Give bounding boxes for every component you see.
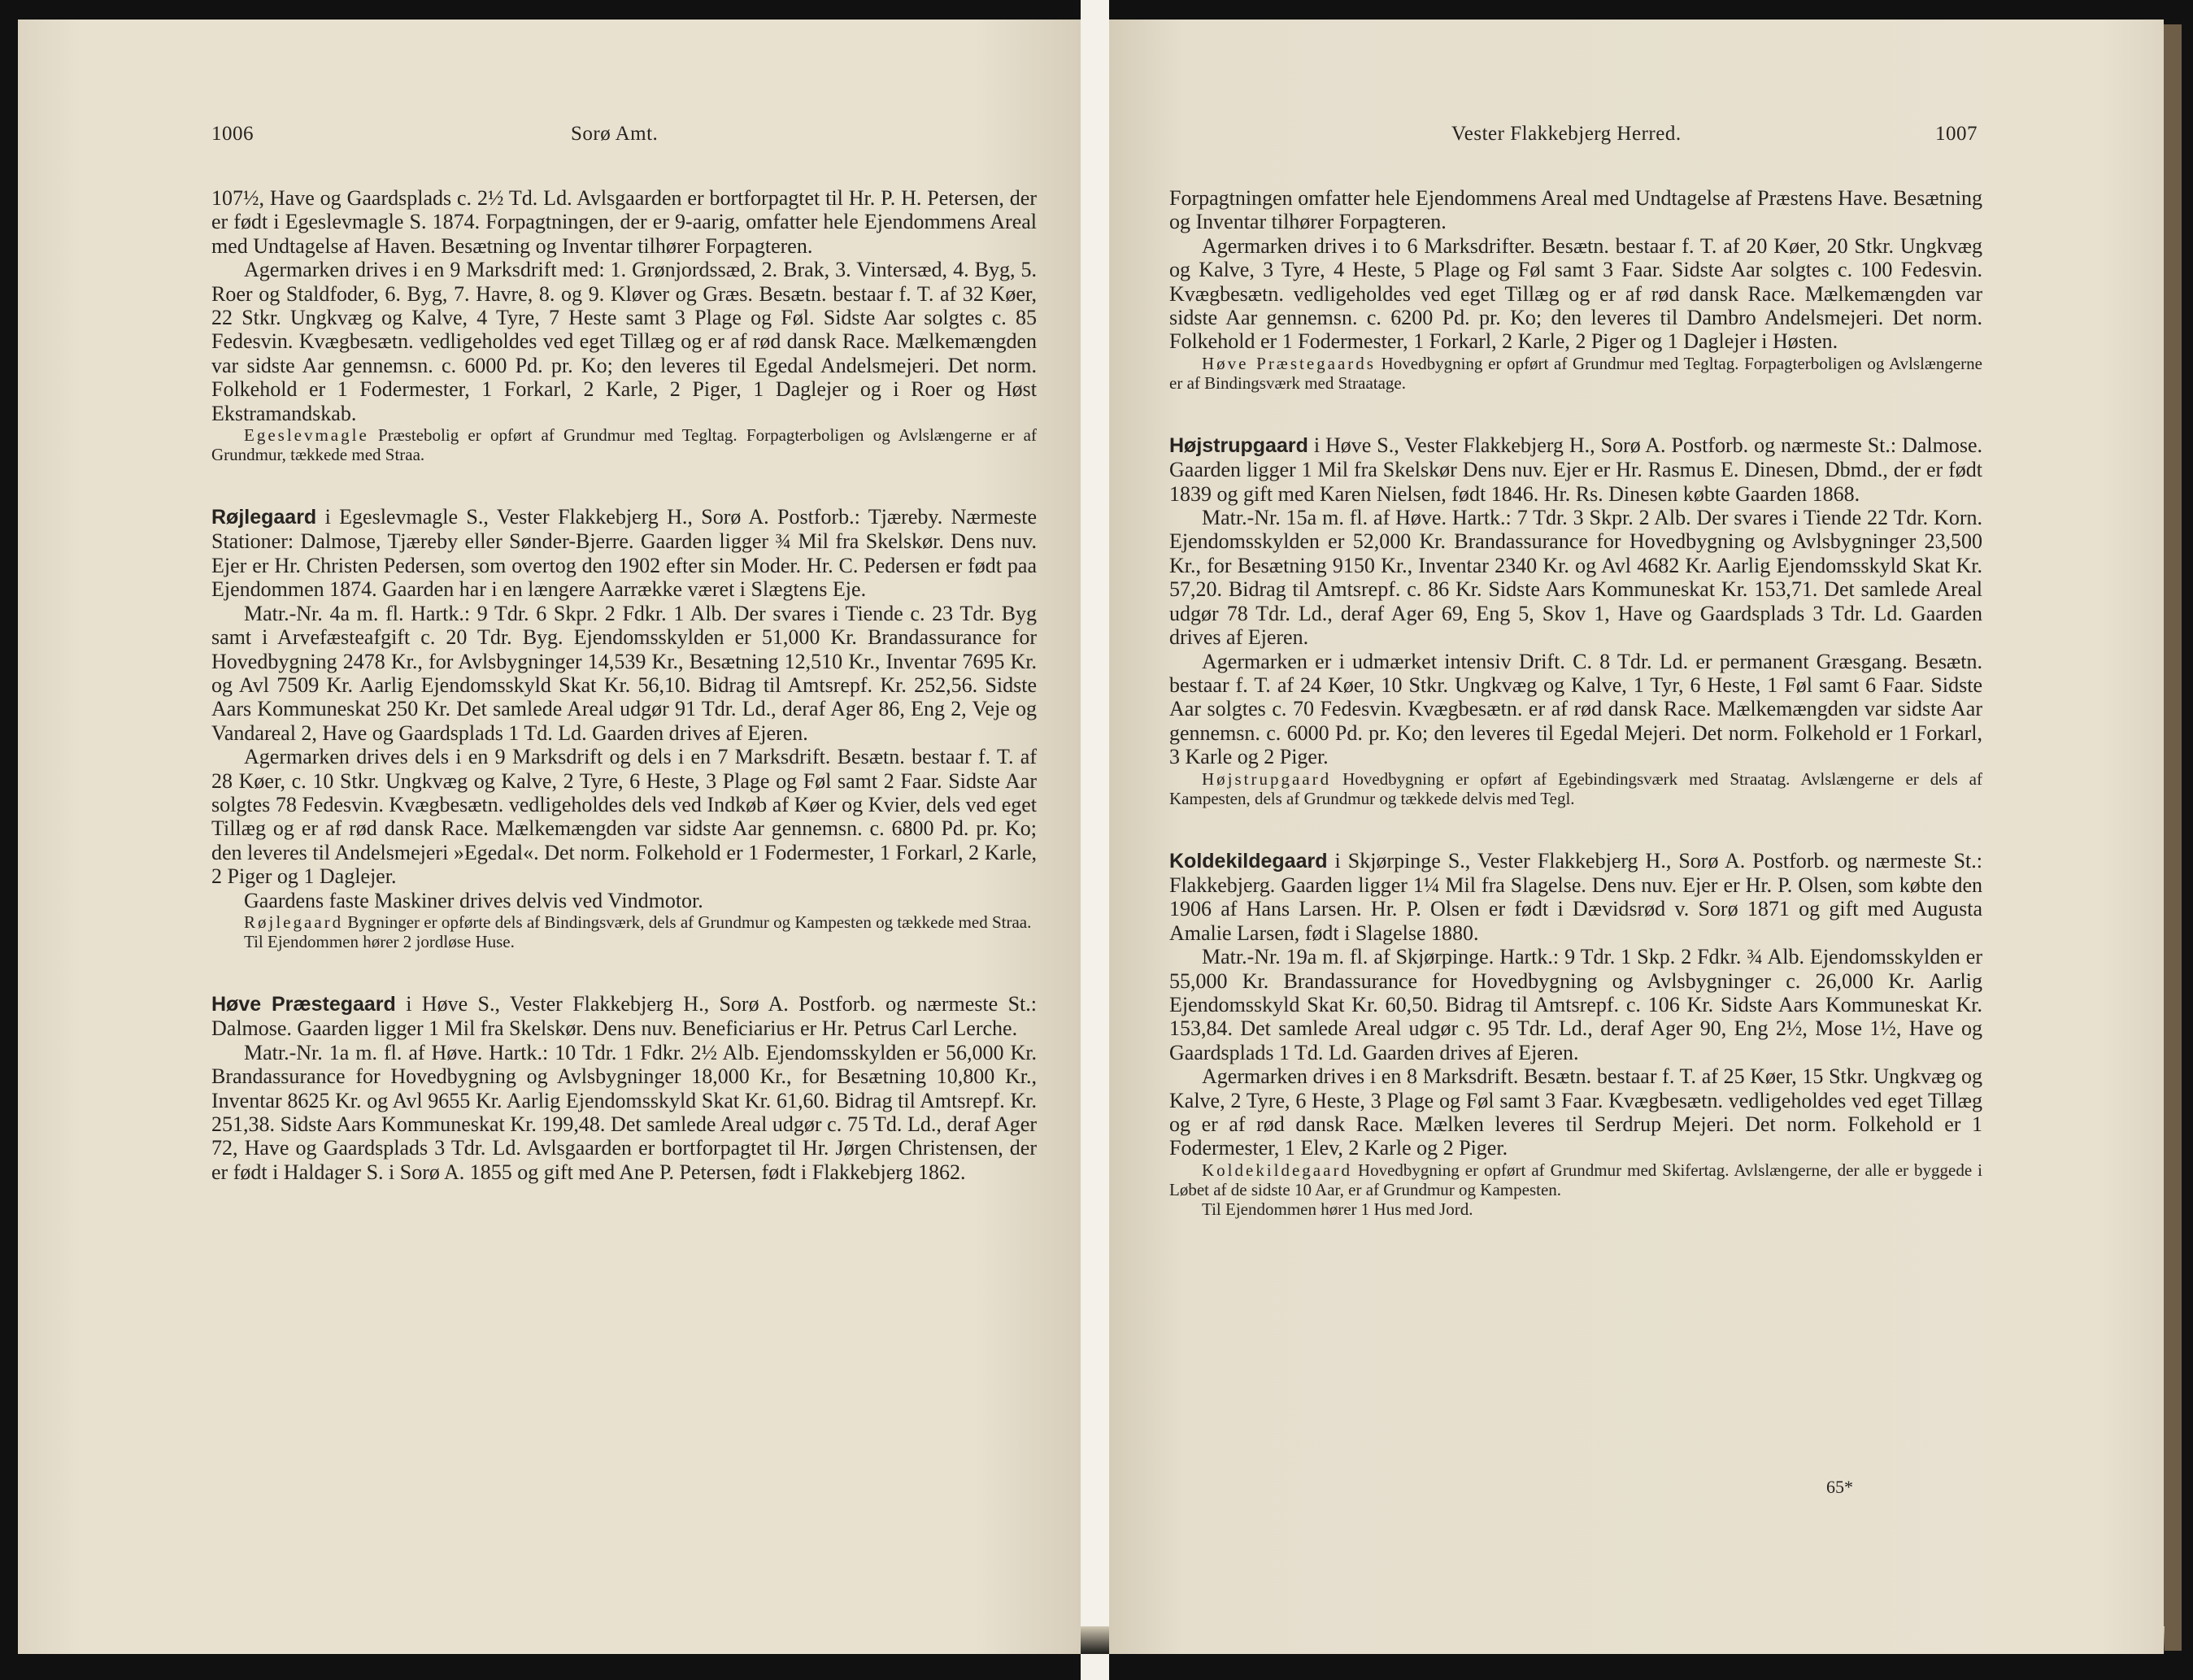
- book-edge: [2164, 24, 2182, 1651]
- paragraph-text: i Høve S., Vester Flakkebjerg H., Sorø A. Postforb. og nærmeste St.: Dalmose. Gaarden ligger 1 Mil fra Skelskør Dens nuv. Ejer er Hr. Rasmus E. Dinesen, Dbmd., der er født 1839 og gift med Karen Nielsen, født 1846. Hr. Rs. Dinesen købte Gaarden 1868.: [1169, 433, 1982, 506]
- building-note: [1169, 1160, 1982, 1199]
- paragraph: [211, 602, 1037, 745]
- paragraph-text: i Skjørpinge S., Vester Flakkebjerg H., Sorø A. Postforb. og nærmeste St.: Flakkebjerg. Gaarden ligger 1¼ Mil fra Slagelse. Dens nuv. Ejer er Hr. P. Olsen, som købte den 1906 af Hans Larsen. Hr. P. Olsen er født i Dævidsrød v. Sorø 1871 og gift med Augusta Amalie Larsen, født i Slagelse 1880.: [1169, 848, 1982, 945]
- entry-spacer: [1169, 393, 1982, 433]
- paragraph: [1169, 506, 1982, 649]
- paragraph-text: Hovedbygning er opført af Grundmur med Skifertag. Avlslængerne, der alle er byggede i Løbet af de sidste 10 Aar, er af Grundmur og Kampesten.: [1169, 1160, 1982, 1199]
- estate-name: Højstrupgaard: [1169, 433, 1308, 457]
- paragraph-text: Agermarken drives i en 8 Marksdrift. Besætn. bestaar f. T. af 25 Køer, 15 Stkr. Ungkvæg og Kalve, 2 Tyre, 6 Heste, 3 Plage og Føl samt 3 Faar. Kvægbesætn. vedligeholdes ved eget Tillæg og er af rød dansk Race. Mælken leveres til Serdrup Mejeri. Det norm. Folkehold er 1 Fodermester, 1 Elev, 2 Karle og 2 Piger.: [1169, 1064, 1982, 1160]
- signature-mark: 65*: [1826, 1477, 1853, 1497]
- entry-paragraph: [1169, 433, 1982, 506]
- paragraph: [1169, 1064, 1982, 1160]
- spaced-estate-name: Højstrupgaard: [1202, 768, 1332, 789]
- paragraph: [1169, 945, 1982, 1064]
- paragraph-text: Agermarken drives i en 9 Marksdrift med: 1. Grønjordssæd, 2. Brak, 3. Vintersæd, 4. Byg, 5. Roer og Staldfoder, 6. Byg, 7. Havre, 8. og 9. Kløver og Græs. Besætn. bestaar f. T. af 32 Køer, 22 Stkr. Ungkvæg og Kalve, 4 Tyre, 7 Heste samt 3 Plage og Føl. Sidste Aar solgtes c. 85 Fedesvin. Kvægbesætn. vedligeholdes ved eget Tillæg og er af rød dansk Race. Mælkemængden var sidste Aar gennemsn. c. 6000 Pd. pr. Ko; den leveres til Egedal Andelsmejeri. Det norm. Folkehold er 1 Fodermester, 1 Forkarl, 2 Karle, 2 Piger, 1 Daglejer og i Roer og Høst Ekstramandskab.: [211, 258, 1037, 425]
- spaced-estate-name: Røjlegaard: [244, 912, 344, 932]
- page-number-left: 1006: [211, 123, 254, 145]
- paragraph-text: Agermarken drives i to 6 Marksdrifter. Besætn. bestaar f. T. af 20 Køer, 20 Stkr. Ungkvæg og Kalve, 3 Tyre, 4 Heste, 5 Plage og Føl samt 3 Faar. Sidste Aar solgtes c. 100 Fedesvin. Kvægbesætn. vedligeholdes ved eget Tillæg og er af rød dansk Race. Mælkemængden var sidste Aar gennemsn. c. 6200 Pd. pr. Ko; den leveres til Dambro Andelsmejeri. Det norm. Folkehold er 1 Fodermester, 1 Forkarl, 2 Karle, 2 Piger og 1 Daglejer i Høsten.: [1169, 233, 1982, 354]
- page-gap-light: [1081, 0, 1109, 1680]
- text-column-right: [1169, 186, 1982, 1219]
- building-note: [1169, 1199, 1982, 1219]
- spaced-estate-name: Høve Præstegaards: [1202, 353, 1376, 373]
- paragraph-text: Præstebolig er opført af Grundmur med Tegltag. Forpagterboligen og Avlslængerne er af Grundmur, tækkede med Straa.: [211, 425, 1037, 465]
- paragraph: [211, 258, 1037, 425]
- paragraph-text: Til Ejendommen hører 1 Hus med Jord.: [1202, 1199, 1473, 1219]
- entry-paragraph: [1169, 849, 1982, 946]
- entry-spacer: [211, 464, 1037, 505]
- paragraph: [1169, 234, 1982, 354]
- paragraph-text: Til Ejendommen hører 2 jordløse Huse.: [244, 931, 515, 951]
- paragraph: [211, 745, 1037, 888]
- paragraph-text: Bygninger er opførte dels af Bindingsværk, dels af Grundmur og Kampesten og tækkede med Straa.: [343, 912, 1032, 932]
- paragraph-text: i Egeslevmagle S., Vester Flakkebjerg H., Sorø A. Postforb.: Tjæreby. Nærmeste Stationer: Dalmose, Tjæreby eller Sønder-Bjerre. Gaarden ligger ¾ Mil fra Skelskør. Dens nuv. Ejer er Hr. Christen Pedersen, som overtog den 1902 efter sin Moder. Hr. C. Pedersen er født paa Ejendommen 1874. Gaarden har i en længere Aarrække været i Slægtens Eje.: [211, 505, 1037, 602]
- left-page: [18, 20, 1081, 1654]
- paragraph-text: Agermarken drives dels i en 9 Marksdrift og dels i en 7 Marksdrift. Besætn. bestaar f. T. af 28 Køer, c. 10 Stkr. Ungkvæg og Kalve, 2 Tyre, 6 Heste, 3 Plage og Føl samt 2 Faar. Sidste Aar solgtes 78 Fedesvin. Kvægbesætn. vedligeholdes dels ved Indkøb af Køer og Kvier, dels ved eget Tillæg og er af rød dansk Race. Mælkemængden var sidste Aar gennemsn. c. 6800 Pd. pr. Ko; den leveres til Andelsmejeri »Egedal«. Det norm. Folkehold er 1 Fodermester, 1 Forkarl, 2 Karle, 2 Piger og 1 Daglejer.: [211, 745, 1037, 889]
- building-note: [211, 425, 1037, 464]
- building-note: [1169, 769, 1982, 808]
- entry-paragraph: [211, 505, 1037, 602]
- paragraph-text: Matr.-Nr. 19a m. fl. af Skjørpinge. Hartk.: 9 Tdr. 1 Skp. 2 Fdkr. ¾ Alb. Ejendomsskylden er 55,000 Kr. Brandassurance for Hovedbygning og Avlsbygninger c. 26,000 Kr. Aarlig Ejendomsskyld Skat Kr. 60,50. Bidrag til Amtsrepf. c. 106 Kr. Sidste Aars Kommuneskat Kr. 153,84. Det samlede Areal udgør c. 95 Tdr. Ld., deraf Ager 90, Eng 2½, Mose 1½, Have og Gaardsplads 1 Td. Ld. Gaarden drives af Ejeren.: [1169, 945, 1982, 1064]
- running-header-left: Sorø Amt.: [571, 123, 659, 145]
- paragraph: [1169, 650, 1982, 769]
- paragraph-text: Forpagtningen omfatter hele Ejendommens Areal med Undtagelse af Præstens Have. Besætning og Inventar tilhører Forpagteren.: [1169, 186, 1982, 234]
- spaced-estate-name: Koldekildegaard: [1202, 1160, 1352, 1180]
- paragraph-text: Matr.-Nr. 15a m. fl. af Høve. Hartk.: 7 Tdr. 3 Skpr. 2 Alb. Der svares i Tiende 22 Tdr. Korn. Ejendomsskylden er 52,000 Kr. Brandassurance for Hovedbygning og Avlsbygninger 23,500 Kr., for Besætning 9150 Kr., Inventar 2340 Kr. og Avl 4682 Kr. Aarlig Ejendomsskyld Skat Kr. 57,20. Bidrag til Amtsrepf. c. 86 Kr. Sidste Aars Kommuneskat Kr. 153,71. Det samlede Areal udgør 78 Tdr. Ld., deraf Ager 69, Eng 5, Skov 1, Have og Gaardsplads 3 Tdr. Ld. Gaarden drives af Ejeren.: [1169, 506, 1982, 650]
- running-header-right: Vester Flakkebjerg Herred.: [1451, 123, 1682, 145]
- building-note: [211, 932, 1037, 951]
- paragraph-text: 107½, Have og Gaardsplads c. 2½ Td. Ld. Avlsgaarden er bortforpagtet til Hr. P. H. Petersen, der er født i Egeslevmagle S. 1874. Forpagtningen, der er 9-aarig, omfatter hele Ejendommens Areal med Undtagelse af Haven. Besætning og Inventar tilhører Forpagteren.: [211, 186, 1037, 258]
- building-note: [211, 912, 1037, 932]
- text-column-left: [211, 186, 1037, 1184]
- spaced-estate-name: Egeslevmagle: [244, 425, 369, 446]
- paragraph-text: Agermarken er i udmærket intensiv Drift. C. 8 Tdr. Ld. er permanent Græsgang. Besætn. bestaar f. T. af 24 Køer, 10 Stkr. Ungkvæg og Kalve, 1 Tyr, 6 Heste, 1 Føl samt 6 Faar. Sidste Aar solgtes c. 70 Fedesvin. Kvægbesætn. er af rød dansk Race. Mælkemængden var sidste Aar gennemsn. c. 6000 Pd. pr. Ko; den leveres til Egedal Mejeri. Det norm. Folkehold er 1 Forkarl, 3 Karle og 2 Piger.: [1169, 649, 1982, 769]
- paragraph: [211, 889, 1037, 912]
- estate-name: Koldekildegaard: [1169, 849, 1328, 873]
- building-note: [1169, 354, 1982, 393]
- paragraph-text: i Høve S., Vester Flakkebjerg H., Sorø A. Postforb. og nærmeste St.: Dalmose. Gaarden ligger 1 Mil fra Skelskør. Dens nuv. Beneficiarius er Hr. Petrus Carl Lerche.: [211, 991, 1037, 1041]
- right-page: [1109, 20, 2164, 1654]
- page-number-right: 1007: [1935, 123, 1978, 145]
- paragraph-text: Matr.-Nr. 4a m. fl. Hartk.: 9 Tdr. 6 Skpr. 2 Fdkr. 1 Alb. Der svares i Tiende c. 23 Tdr. Byg samt i Arvefæsteafgift c. 20 Tdr. Byg. Ejendomsskylden er 51,000 Kr. Brandassurance for Hovedbygning 2478 Kr., for Avlsbygninger 14,539 Kr., Besætning 12,510 Kr., Inventar 7695 Kr. og Avl 7509 Kr. Aarlig Ejendomsskyld Skat Kr. 56,10. Bidrag til Amtsrepf. Kr. 252,56. Sidste Aars Kommuneskat 250 Kr. Det samlede Areal udgør 91 Tdr. Ld., deraf Ager 86, Eng 2, Veje og Vandareal 2, Have og Gaardsplads 1 Td. Ld. Gaarden drives af Ejeren.: [211, 601, 1037, 745]
- paragraph-text: Matr.-Nr. 1a m. fl. af Høve. Hartk.: 10 Tdr. 1 Fdkr. 2½ Alb. Ejendomsskylden er 56,000 Kr. Brandassurance for Hovedbygning og Avlsbygninger 18,000 Kr., for Besætning 10,800 Kr., Inventar 8625 Kr. og Avl 9655 Kr. Aarlig Ejendomsskyld Skat Kr. 61,60. Bidrag til Amtsrepf. Kr. 251,38. Sidste Aars Kommuneskat Kr. 199,48. Det samlede Areal udgør c. 75 Td. Ld., deraf Ager 72, Have og Gaardsplads 3 Tdr. Ld. Avlsgaarden er bortforpagtet til Hr. Jørgen Christensen, der er født i Haldager S. i Sorø A. 1855 og gift med Ane P. Petersen, født i Flakkebjerg 1862.: [211, 1040, 1037, 1184]
- entry-spacer: [211, 951, 1037, 992]
- paragraph: [211, 186, 1037, 258]
- entry-spacer: [1169, 808, 1982, 849]
- paragraph: [211, 1041, 1037, 1184]
- estate-name: Røjlegaard: [211, 506, 317, 529]
- entry-paragraph: [211, 992, 1037, 1041]
- paragraph-text: Hovedbygning er opført af Egebindingsværk med Straatag. Avlslængerne er dels af Kampesten, dels af Grundmur og tækkede delvis med Tegl.: [1169, 768, 1982, 808]
- paragraph: [1169, 186, 1982, 234]
- estate-name: Høve Præstegaard: [211, 992, 396, 1016]
- paragraph-text: Hovedbygning er opført af Grundmur med Tegltag. Forpagterboligen og Avlslængerne er af Bindingsværk med Straatage.: [1169, 353, 1982, 393]
- paragraph-text: Gaardens faste Maskiner drives delvis ved Vindmotor.: [244, 888, 703, 912]
